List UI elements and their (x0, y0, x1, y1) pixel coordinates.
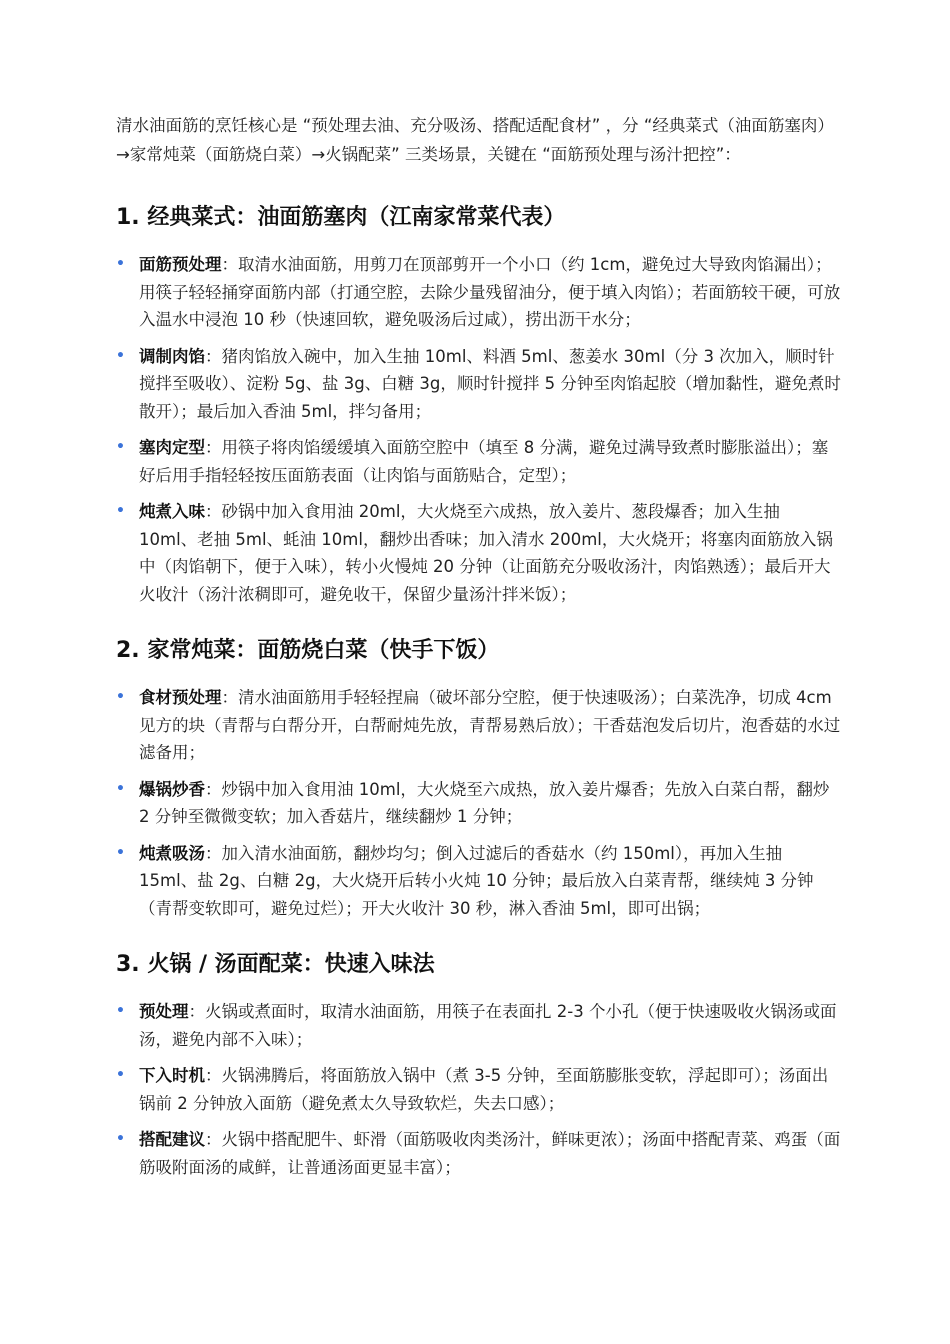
bullet-dot-icon: • (116, 256, 125, 272)
section-list-classic (116, 251, 842, 608)
section-title-classic: 1. 经典菜式：油面筋塞肉（江南家常菜代表） (116, 205, 566, 230)
item-label: 预处理 (139, 1002, 189, 1021)
list-item (116, 776, 842, 831)
list-item (116, 343, 842, 426)
item-label: 炖煮入味 (139, 502, 205, 521)
section-list-hotpot (116, 998, 842, 1181)
item-separator: ： (188, 1002, 205, 1021)
item-separator: ： (205, 438, 222, 457)
intro-paragraph: 清水油面筋的烹饪核心是 “预处理去油、充分吸汤、搭配适配食材” ，分 “经典菜式（油面筋塞肉）→家常炖菜（面筋烧白菜）→火锅配菜” 三类场景，关键在 “面筋预处理与汤汁把控”： (116, 116, 834, 164)
item-text: 清水油面筋用手轻轻捏扁（破坏部分空腔，便于快速吸汤）；白菜洗净，切成 4cm 见方的块（青帮与白帮分开，白帮耐炖先放，青帮易熟后放）；干香菇泡发后切片，泡香菇的水过滤备用； (139, 688, 841, 762)
item-label: 下入时机 (139, 1066, 205, 1085)
item-text: 火锅沸腾后，将面筋放入锅中（煮 3-5 分钟，至面筋膨胀变软，浮起即可）；汤面出锅前 2 分钟放入面筋（避免煮太久导致软烂，失去口感）； (139, 1066, 829, 1113)
list-item (116, 1126, 842, 1181)
list-item (116, 840, 842, 923)
bullet-dot-icon: • (116, 844, 125, 861)
bullet-dot-icon: • (116, 439, 125, 455)
item-text: 猪肉馅放入碗中，加入生抽 10ml、料酒 5ml、葱姜水 30ml（分 3 次加入，顺时针搅拌至吸收）、淀粉 5g、盐 3g、白糖 3g，顺时针搅拌 5 分钟至肉馅起胶（增加黏性，避免煮时散开）；最后加入香油 5ml，拌匀备用； (139, 346, 841, 421)
item-separator: ： (205, 1066, 222, 1085)
item-text: 取清水油面筋，用剪刀在顶部剪开一个小口（约 1cm，避免过大导致肉馅漏出）；用筷子轻轻捅穿面筋内部（打通空腔，去除少量残留油分，便于填入肉馅）；若面筋较干硬，可放入温水中浸泡 10 秒（快速回软，避免吸汤后过咸），捞出沥干水分； (139, 255, 841, 329)
item-separator: ： (221, 255, 238, 274)
item-label: 调制肉馅 (139, 346, 205, 366)
item-separator: ： (205, 843, 222, 863)
list-item (116, 434, 842, 489)
list-item (116, 684, 842, 767)
item-separator: ： (205, 1130, 222, 1149)
item-separator: ： (205, 346, 222, 366)
item-label: 炖煮吸汤 (139, 843, 205, 863)
item-text: 砂锅中加入食用油 20ml，大火烧至六成热，放入姜片、葱段爆香；加入生抽 10ml、老抽 5ml、蚝油 10ml，翻炒出香味；加入清水 200ml，大火烧开；将塞肉面筋放入锅中（肉馅朝下，便于入味），转小火慢炖 20 分钟（让面筋充分吸收汤汁，肉馅熟透）；最后开大火收汁（汤汁浓稠即可，避免收干，保留少量汤汁拌米饭）； (139, 502, 833, 604)
bullet-dot-icon: • (116, 1131, 125, 1147)
section-title-hotpot: 3. 火锅 / 汤面配菜：快速入味法 (116, 952, 435, 977)
document-body (116, 112, 842, 1209)
item-label: 爆锅炒香 (139, 779, 205, 799)
bullet-dot-icon: • (116, 1067, 125, 1083)
section-list-stew (116, 684, 842, 922)
item-separator: ： (205, 502, 222, 521)
item-separator: ： (205, 779, 222, 799)
item-text: 加入清水油面筋，翻炒均匀；倒入过滤后的香菇水（约 150ml），再加入生抽 15ml、盐 2g、白糖 2g，大火烧开后转小火炖 10 分钟；最后放入白菜青帮，继续炖 3 分钟（青帮变软即可，避免过烂）；开大火收汁 30 秒，淋入香油 5ml，即可出锅； (139, 843, 814, 918)
bullet-dot-icon: • (116, 780, 125, 797)
item-label: 食材预处理 (139, 688, 222, 707)
item-text: 用筷子将肉馅缓缓填入面筋空腔中（填至 8 分满，避免过满导致煮时膨胀溢出）；塞好后用手指轻轻按压面筋表面（让肉馅与面筋贴合，定型）； (139, 438, 829, 485)
list-item (116, 251, 842, 334)
section-title-stew: 2. 家常炖菜：面筋烧白菜（快手下饭） (116, 638, 500, 663)
item-text: 火锅或煮面时，取清水油面筋，用筷子在表面扎 2-3 个小孔（便于快速吸收火锅汤或面汤，避免内部不入味）； (139, 1002, 837, 1049)
bullet-dot-icon: • (116, 689, 125, 705)
list-item (116, 1062, 842, 1117)
item-label: 塞肉定型 (139, 438, 205, 457)
list-item (116, 998, 842, 1053)
item-text: 火锅中搭配肥牛、虾滑（面筋吸收肉类汤汁，鲜味更浓）；汤面中搭配青菜、鸡蛋（面筋吸附面汤的咸鲜，让普通汤面更显丰富）； (139, 1130, 841, 1177)
bullet-dot-icon: • (116, 1003, 125, 1019)
bullet-dot-icon: • (116, 503, 125, 519)
list-item (116, 498, 842, 608)
bullet-dot-icon: • (116, 347, 125, 364)
item-label: 面筋预处理 (139, 255, 222, 274)
item-text: 炒锅中加入食用油 10ml，大火烧至六成热，放入姜片爆香；先放入白菜白帮，翻炒 2 分钟至微微变软；加入香菇片，继续翻炒 1 分钟； (139, 779, 830, 826)
item-separator: ： (221, 688, 238, 707)
item-label: 搭配建议 (139, 1130, 205, 1149)
